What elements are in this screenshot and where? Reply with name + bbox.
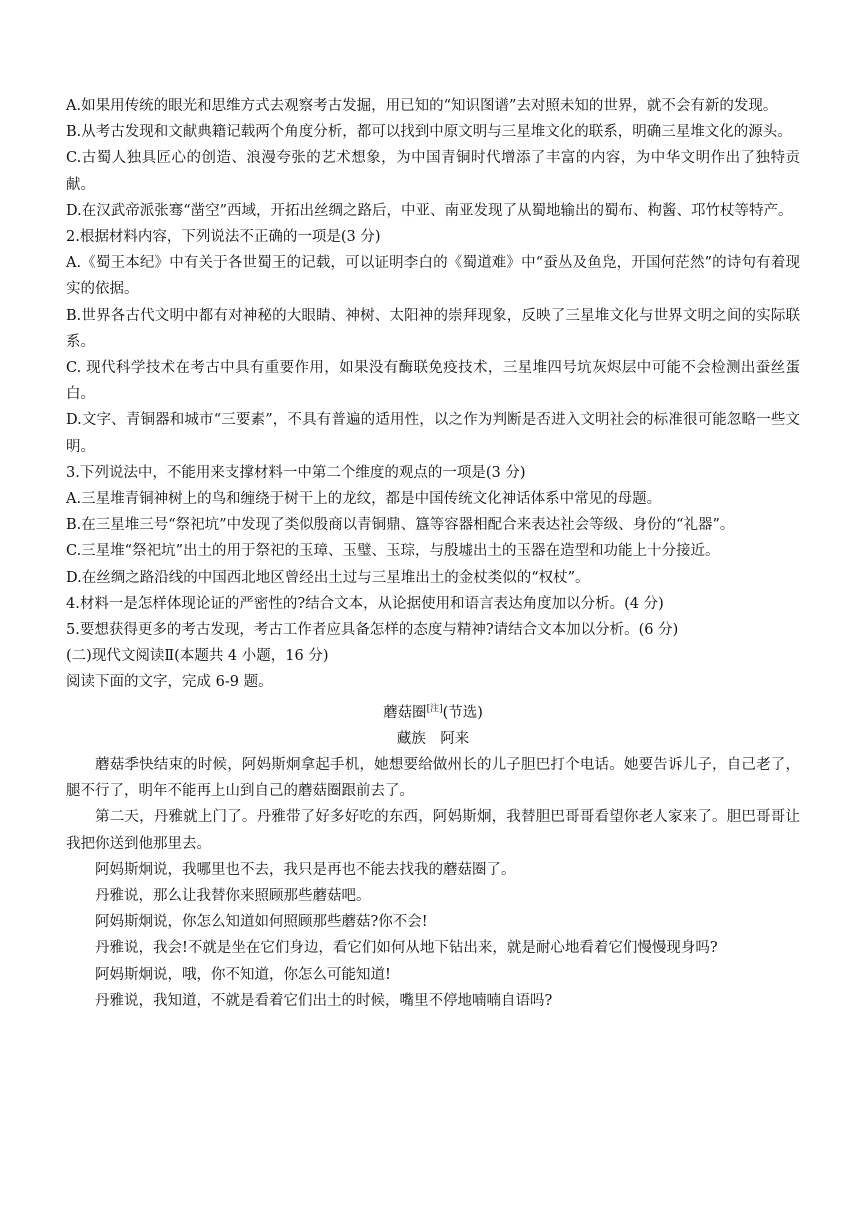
q2-option-d: D.文字、青铜器和城市“三要素”，不具有普遍的适用性，以之作为判断是否进入文明社会的标准很可能忽略一些文明。 (66, 412, 800, 455)
document-body (66, 93, 800, 1014)
story-paragraph: 丹雅说，我知道，不就是看着它们出土的时候，嘴里不停地喃喃自语吗? (95, 992, 553, 1009)
story-excerpt (66, 696, 800, 1014)
story-paragraph: 阿妈斯炯说，哦，你不知道，你怎么可能知道! (95, 966, 391, 983)
question-4: 4.材料一是怎样体现论证的严密性的?结合文本，从论据使用和语言表达角度加以分析。(4 分) (66, 595, 664, 612)
question-3 (66, 460, 800, 591)
q3-option-b: B.在三星堆三号“祭祀坑”中发现了类似殷商以青铜鼎、簋等容器相配合来表达社会等级、身份的“礼器”。 (66, 517, 735, 534)
q1-option-d: D.在汉武帝派张骞“凿空”西域，开拓出丝绸之路后，中亚、南亚发现了从蜀地输出的蜀布、枸酱、邛竹杖等特产。 (66, 202, 793, 219)
story-paragraph: 蘑菇季快结束的时候，阿妈斯炯拿起手机，她想要给做州长的儿子胆巴打个电话。她要告诉儿子，自己老了，腿不行了，明年不能再上山到自己的蘑菇圈跟前去了。 (66, 756, 800, 800)
q2-option-c: C. 现代科学技术在考古中具有重要作用，如果没有酶联免疫技术，三星堆四号坑灰烬层中可能不会检测出蚕丝蛋白。 (66, 360, 800, 403)
q3-stem: 3.下列说法中，不能用来支撑材料一中第二个维度的观点的一项是(3 分) (66, 464, 526, 481)
story-paragraph: 丹雅说，我会!不就是坐在它们身边，看它们如何从地下钻出来，就是耐心地看着它们慢慢现身吗? (95, 940, 718, 957)
q1-option-b: B.从考古发现和文献典籍记载两个角度分析，都可以找到中原文明与三星堆文化的联系，明确三星堆文化的源头。 (66, 124, 792, 141)
story-author: 藏族 阿来 (396, 730, 470, 747)
q1-option-c: C.古蜀人独具匠心的创造、浪漫夸张的艺术想象，为中国青铜时代增添了丰富的内容，为中华文明作出了独特贡献。 (66, 150, 800, 193)
q2-stem: 2.根据材料内容，下列说法不正确的一项是(3 分) (66, 229, 381, 246)
q3-option-d: D.在丝绸之路沿线的中国西北地区曾经出土过与三星堆出土的金杖类似的“权杖”。 (66, 569, 590, 586)
q3-option-c: C.三星堆“祭祀坑”出土的用于祭祀的玉璋、玉璧、玉琮，与殷墟出土的玉器在造型和功能上十分接近。 (66, 543, 720, 560)
q1-option-a: A.如果用传统的眼光和思维方式去观察考古发掘，用已知的“知识图谱”去对照未知的世界，就不会有新的发现。 (66, 98, 778, 114)
story-title (66, 696, 800, 726)
reading-instruction: 阅读下面的文字，完成 6-9 题。 (66, 674, 273, 691)
question-1-options (66, 93, 800, 224)
story-paragraph: 阿妈斯炯说，你怎么知道如何照顾那些蘑菇?你不会! (95, 914, 428, 931)
question-2 (66, 224, 800, 460)
story-title-text: 蘑菇圈 (383, 704, 427, 721)
q2-option-b: B.世界各古代文明中都有对神秘的大眼睛、神树、太阳神的崇拜现象，反映了三星堆文化与世界文明之间的实际联系。 (66, 307, 800, 350)
question-5: 5.要想获得更多的考古发现，考古工作者应具备怎样的态度与精神?请结合文本加以分析。(6 分) (66, 622, 679, 639)
story-paragraph: 丹雅说，那么让我替你来照顾那些蘑菇吧。 (95, 887, 371, 904)
story-title-suffix: (节选) (442, 704, 483, 721)
q2-option-a: A.《蜀王本纪》中有关于各世蜀王的记载，可以证明李白的《蜀道难》中“蚕丛及鱼凫，开国何茫然”的诗句有着现实的依据。 (66, 255, 800, 298)
story-paragraph: 第二天，丹雅就上门了。丹雅带了好多好吃的东西，阿妈斯炯，我替胆巴哥哥看望你老人家来了。胆巴哥哥让我把你送到他那里去。 (66, 809, 800, 852)
story-footnote-marker: [注] (426, 703, 443, 714)
q3-option-a: A.三星堆青铜神树上的鸟和缠绕于树干上的龙纹，都是中国传统文化神话体系中常见的母题。 (66, 491, 662, 508)
section-heading: (二)现代文阅读Ⅱ(本题共 4 小题，16 分) (66, 648, 329, 665)
story-paragraph: 阿妈斯炯说，我哪里也不去，我只是再也不能去找我的蘑菇圈了。 (95, 861, 516, 878)
